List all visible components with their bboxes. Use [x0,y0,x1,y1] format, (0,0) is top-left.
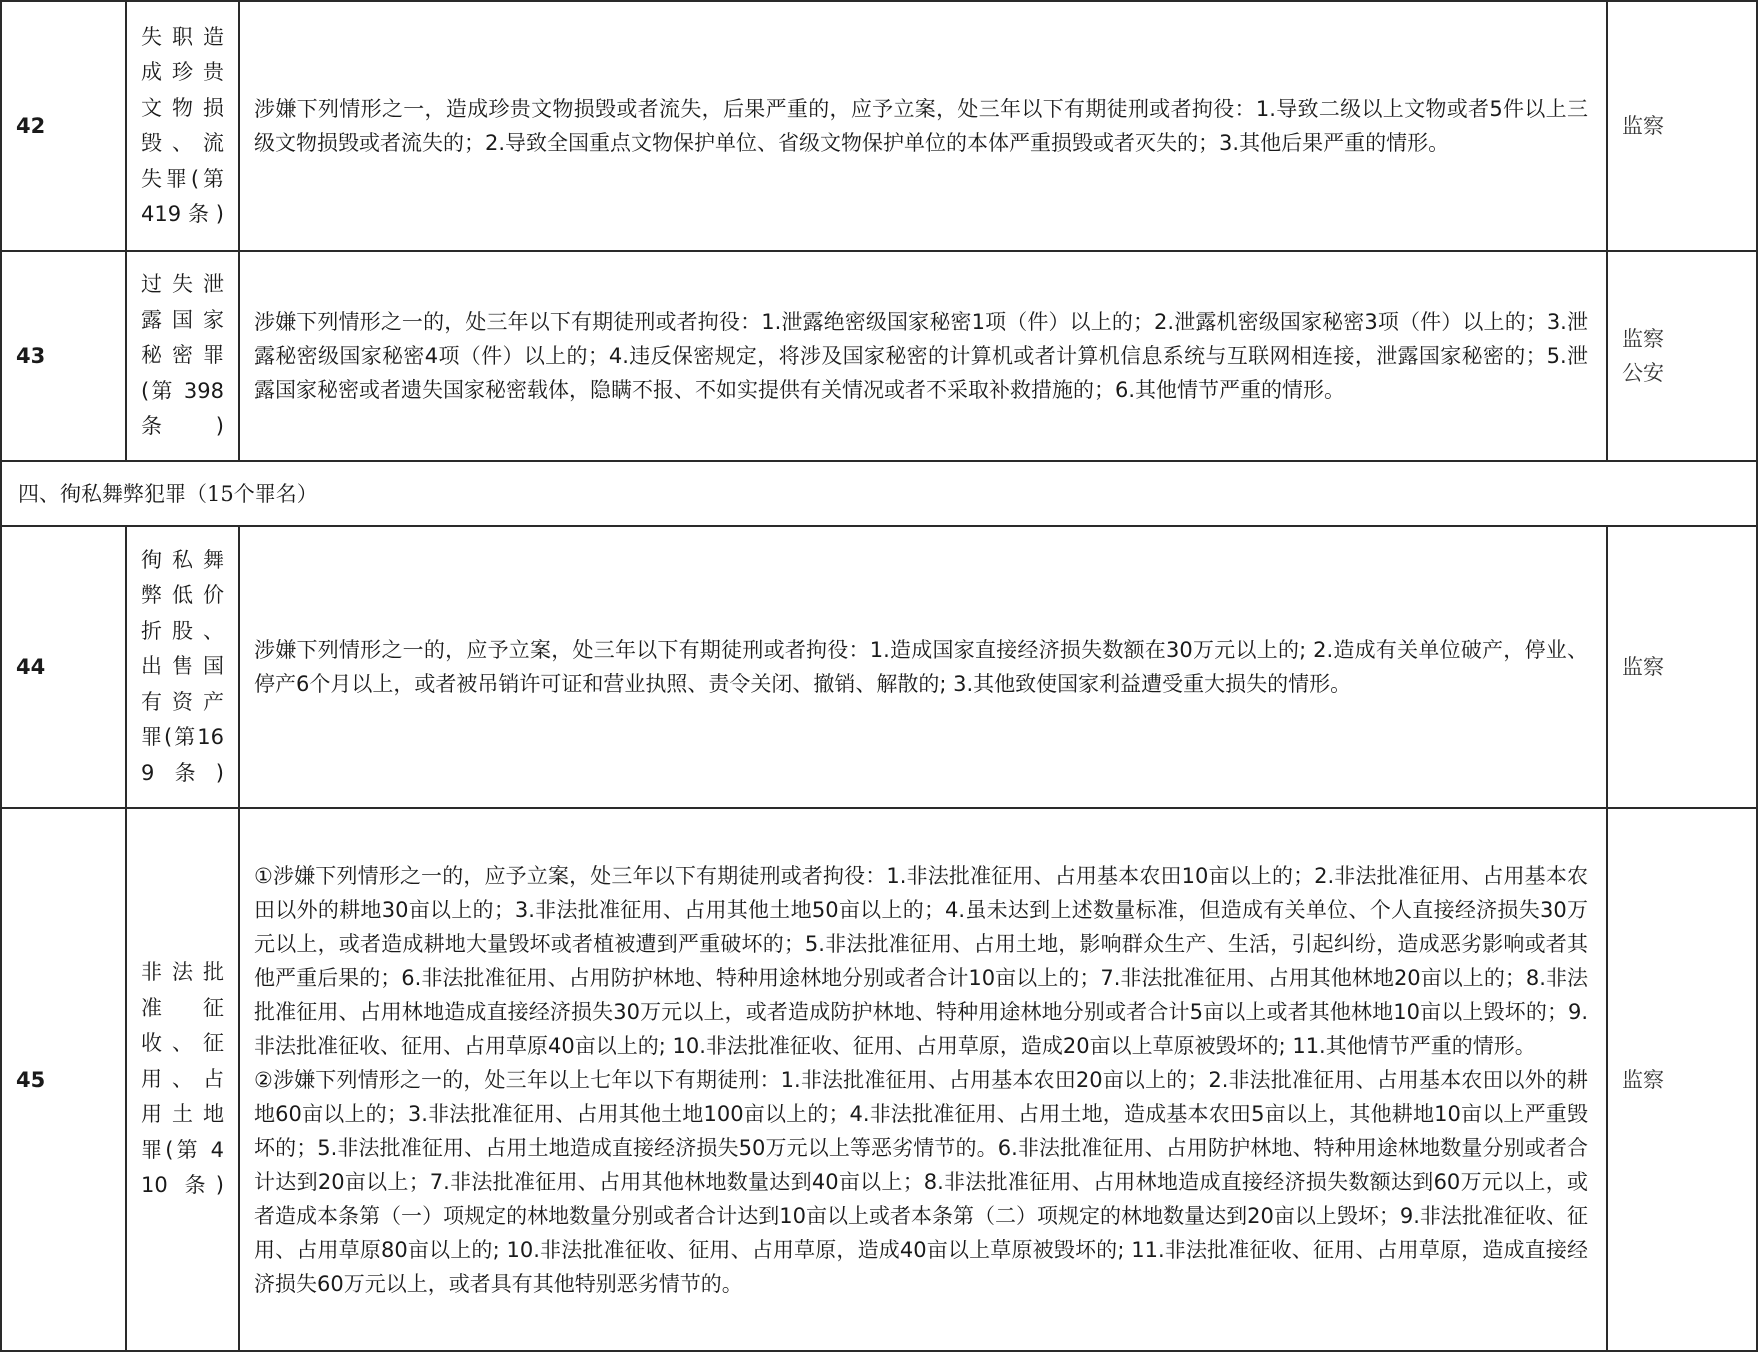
criteria-text: 涉嫌下列情形之一的，应予立案，处三年以下有期徒刑或者拘役：1.造成国家直接经济损失数额在30万元以上的; 2.造成有关单位破产，停业、停产6个月以上，或者被吊销许可证和营业执照、责令关闭、撤销、解散的; 3.其他致使国家利益遭受重大损失的情形。 [254,638,1588,696]
section-title: 四、徇私舞弊犯罪（15个罪名） [1,461,1757,526]
filing-criteria [239,1,1607,251]
criteria-text: 涉嫌下列情形之一的，处三年以下有期徒刑或者拘役：1.泄露绝密级国家秘密1项（件）以上的；2.泄露机密级国家秘密3项（件）以上的；3.泄露秘密级国家秘密4项（件）以上的；4.违反保密规定，将涉及国家秘密的计算机或者计算机信息系统与互联网相连接，泄露国家秘密的；5.泄露国家秘密或者遗失国家秘密载体，隐瞒不报、不如实提供有关情况或者不采取补救措施的；6.其他情节严重的情形。 [254,310,1588,402]
filing-criteria [239,251,1607,461]
criteria-text: 涉嫌下列情形之一，造成珍贵文物损毁或者流失，后果严重的，应予立案，处三年以下有期徒刑或者拘役：1.导致二级以上文物或者5件以上三级文物损毁或者流失的；2.导致全国重点文物保护单位、省级文物保护单位的本体严重损毁或者灭失的；3.其他后果严重的情形。 [254,97,1588,155]
filing-criteria [239,808,1607,1351]
table-row [1,251,1757,461]
dept-label: 监察 [1622,655,1664,679]
table-row [1,1,1757,251]
dept-label: 监察 [1622,114,1664,138]
row-number: 43 [1,251,126,461]
table-row [1,526,1757,808]
jurisdiction-dept [1607,1,1757,251]
crime-name: 失职造成珍贵文物损毁、流失罪(第419条) [126,1,239,251]
crime-name: 非法批准征收、征用、占用土地罪(第 410 条) [126,808,239,1351]
criteria-text-part-2: ②涉嫌下列情形之一的，处三年以上七年以下有期徒刑：1.非法批准征用、占用基本农田20亩以上的；2.非法批准征用、占用基本农田以外的耕地60亩以上的；3.非法批准征用、占用其他土地100亩以上的；4.非法批准征用、占用土地，造成基本农田5亩以上，其他耕地10亩以上严重毁坏的；5.非法批准征用、占用土地造成直接经济损失50万元以上等恶劣情节的。6.非法批准征用、占用防护林地、特种用途林地数量分别或者合计达到20亩以上；7.非法批准征用、占用其他林地数量达到40亩以上；8.非法批准征用、占用林地造成直接经济损失数额达到60万元以上，或者造成本条第（一）项规定的林地数量分别或者合计达到10亩以上或者本条第（二）项规定的林地数量达到20亩以上毁坏；9.非法批准征收、征用、占用草原80亩以上的; 10.非法批准征收、征用、占用草原，造成40亩以上草原被毁坏的; 11.非法批准征收、征用、占用草原，造成直接经济损失60万元以上，或者具有其他特别恶劣情节的。 [254,1067,1588,1296]
dept-label: 监察 [1622,327,1664,351]
dept-label: 监察 [1622,1067,1664,1092]
row-number: 42 [1,1,126,251]
jurisdiction-dept [1607,808,1757,1351]
row-number: 45 [1,808,126,1351]
crime-name: 徇私舞弊低价折股、出售国有资产罪(第169条) [126,526,239,808]
crime-name: 过失泄露国家秘密罪(第 398 条) [126,251,239,461]
criteria-text-part-1: ①涉嫌下列情形之一的，应予立案，处三年以下有期徒刑或者拘役：1.非法批准征用、占用基本农田10亩以上的；2.非法批准征用、占用基本农田以外的耕地30亩以上的；3.非法批准征用、占用其他土地50亩以上的；4.虽未达到上述数量标准，但造成有关单位、个人直接经济损失30万元以上，或者造成耕地大量毁坏或者植被遭到严重破坏的；5.非法批准征用、占用土地，影响群众生产、生活，引起纠纷，造成恶劣影响或者其他严重后果的；6.非法批准征用、占用防护林地、特种用途林地分别或者合计10亩以上的；7.非法批准征用、占用其他林地20亩以上的；8.非法批准征用、占用林地造成直接经济损失30万元以上，或者造成防护林地、特种用途林地分别或者合计5亩以上或者其他林地10亩以上毁坏的；9.非法批准征收、征用、占用草原40亩以上的; 10.非法批准征收、征用、占用草原，造成20亩以上草原被毁坏的; 11.其他情节严重的情形。 [254,863,1588,1058]
jurisdiction-dept [1607,251,1757,461]
filing-criteria [239,526,1607,808]
row-number: 44 [1,526,126,808]
dept-label: 公安 [1622,361,1664,385]
jurisdiction-dept [1607,526,1757,808]
section-header-row [1,461,1757,526]
table-row [1,808,1757,1351]
